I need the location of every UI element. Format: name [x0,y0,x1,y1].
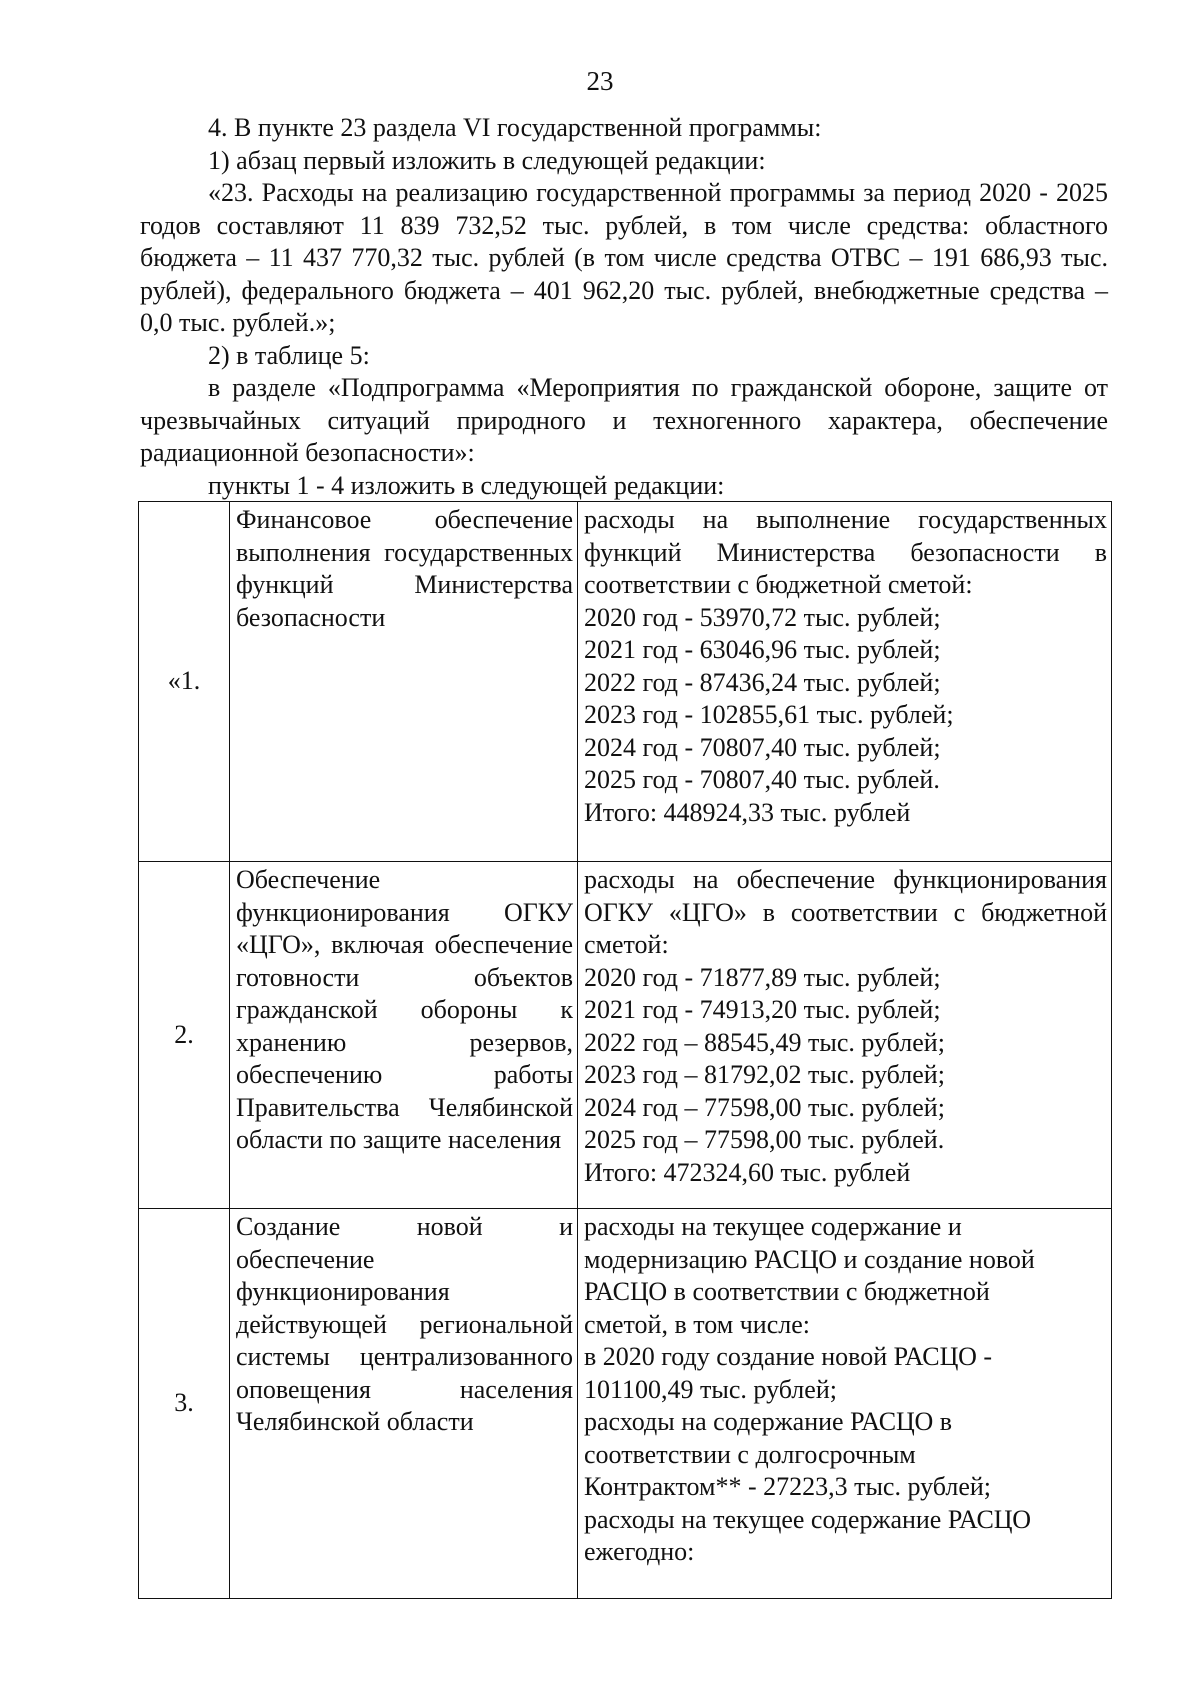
expenses-line: 2024 год – 77598,00 тыс. рублей; [584,1092,945,1122]
expenses-total: Итого: 472324,60 тыс. рублей [584,1157,911,1187]
expenses-line: 2021 год - 63046,96 тыс. рублей; [584,635,941,664]
expenses-line: 2022 год – 88545,49 тыс. рублей; [584,1027,945,1057]
expenses-line: 2024 год - 70807,40 тыс. рублей; [584,732,941,762]
expenses-line: 2023 год – 81792,02 тыс. рублей; [584,1060,945,1089]
expenses-line: ежегодно: [584,1537,695,1566]
measure-expenses [578,502,1112,862]
expenses-line: 2025 год – 77598,00 тыс. рублей. [584,1125,945,1154]
expenses-line: 2020 год - 53970,72 тыс. рублей; [584,602,941,632]
paragraph-section: в разделе «Подпрограмма «Мероприятия по гражданской обороне, защите от чрезвычайных ситуаций природного и техногенного характера, обеспечение радиационной безопасности»: [140,373,1108,467]
expenses-line: соответствии с долгосрочным [584,1439,916,1469]
expenses-line: модернизацию РАСЦО и создание новой [584,1244,1035,1274]
expenses-line: 2021 год - 74913,20 тыс. рублей; [584,995,941,1024]
measure-expenses [578,1209,1112,1599]
row-number: 3. [139,1209,230,1599]
paragraph-item-4: 4. В пункте 23 раздела VI государственной программы: [208,113,822,142]
table-row [139,502,1112,862]
measure-expenses [578,862,1112,1209]
expenses-line: РАСЦО в соответствии с бюджетной [584,1277,990,1306]
page-number: 23 [586,66,614,96]
row-number: «1. [139,502,230,862]
measure-name: Финансовое обеспечение выполнения государственных функций Министерства безопасности [230,502,578,862]
expenses-line: расходы на текущее содержание РАСЦО [584,1504,1032,1534]
paragraph-subitem-1: 1) абзац первый изложить в следующей редакции: [208,145,766,175]
expenses-total: Итого: 448924,33 тыс. рублей [584,797,911,827]
expenses-intro: расходы на выполнение государственных функций Министерства безопасности в соответствии с бюджетной сметой: [584,505,1107,599]
table-row [139,1209,1112,1599]
table-row [139,862,1112,1209]
expenses-line: 2025 год - 70807,40 тыс. рублей. [584,765,940,794]
expenses-intro: расходы на обеспечение функционирования ОГКУ «ЦГО» в соответствии с бюджетной сметой: [584,865,1107,959]
expenses-line: 2020 год - 71877,89 тыс. рублей; [584,962,941,992]
measure-name: Создание новой и обеспечение функционирования действующей региональной системы централизованного оповещения населения Челябинской области [230,1209,578,1599]
body-text [140,112,1108,502]
expenses-line: 101100,49 тыс. рублей; [584,1374,837,1404]
row-number: 2. [139,862,230,1209]
expenses-line: в 2020 году создание новой РАСЦО - [584,1342,993,1371]
expenses-line: 2022 год - 87436,24 тыс. рублей; [584,667,941,697]
expenses-line: сметой, в том числе: [584,1309,810,1339]
expenses-line: расходы на текущее содержание и [584,1212,962,1241]
paragraph-quote-23: «23. Расходы на реализацию государственной программы за период 2020 - 2025 годов составляют 11 839 732,52 тыс. рублей, в том числе средства: областного бюджета – 11 437 770,32 тыс. рублей (в том числе средства ОТВС – 191 686,93 тыс. рублей), федерального бюджета – 401 962,20 тыс. рублей, внебюджетные средства – 0,0 тыс. рублей.»; [140,178,1108,337]
paragraph-subitem-2: 2) в таблице 5: [208,340,370,370]
paragraph-points: пункты 1 - 4 изложить в следующей редакции: [208,470,725,500]
expenses-line: Контрактом** - 27223,3 тыс. рублей; [584,1472,992,1501]
measure-name: Обеспечение функционирования ОГКУ «ЦГО», включая обеспечение готовности объектов гражданской обороны к хранению резервов, обеспечению работы Правительства Челябинской области по защите населения [230,862,578,1209]
expenses-line: расходы на содержание РАСЦО в [584,1407,953,1436]
table-5-excerpt [138,501,1111,1599]
expenses-line: 2023 год - 102855,61 тыс. рублей; [584,700,954,729]
measures-table [138,501,1112,1599]
